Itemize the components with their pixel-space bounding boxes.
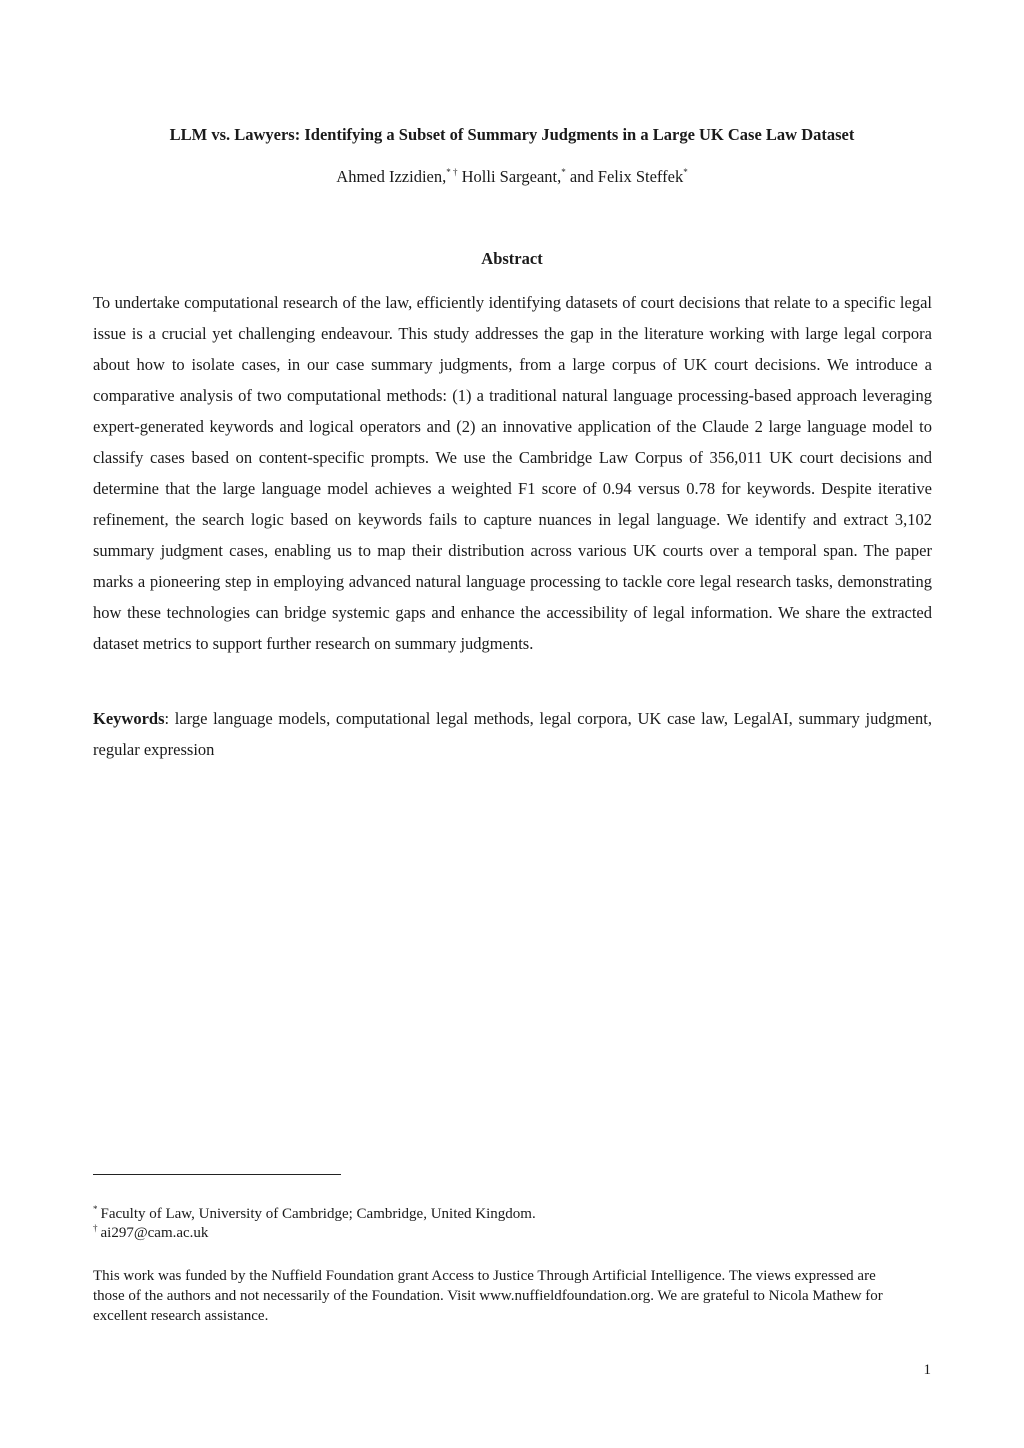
keywords-label: Keywords	[93, 709, 165, 728]
footnote-email	[93, 1223, 932, 1243]
footnote-affiliation	[93, 1204, 932, 1224]
author-name: Holli Sargeant,	[457, 167, 562, 186]
author-list	[0, 166, 1024, 188]
author-affiliation-mark: *	[683, 167, 688, 177]
abstract-heading: Abstract	[481, 249, 543, 268]
author-name: and Felix Steffek	[565, 167, 684, 186]
footnote-text: Faculty of Law, University of Cambridge; Cambridge, United Kingdom.	[100, 1206, 536, 1222]
funding-note: This work was funded by the Nuffield Foundation grant Access to Justice Through Artificial Intelligence. The views expressed are those of the authors and not necessarily of the Foundation. Visit www.nuffieldfoundation.org. We are grateful to Nicola Mathew for excellent research assistance.	[93, 1268, 883, 1324]
author-affiliation-mark: *	[561, 167, 566, 177]
page-number: 1	[923, 1362, 931, 1378]
keywords-text: : large language models, computational legal methods, legal corpora, UK case law, LegalAI, summary judgment, regular expression	[93, 709, 932, 759]
keywords	[93, 703, 932, 765]
author-name: Ahmed Izzidien,	[336, 167, 447, 186]
author-affiliation-mark: * †	[446, 167, 458, 177]
footnote-separator	[93, 1174, 341, 1175]
footnote-text: ai297@cam.ac.uk	[100, 1225, 209, 1241]
footnote-mark: †	[93, 1223, 98, 1233]
paper-title: LLM vs. Lawyers: Identifying a Subset of Summary Judgments in a Large UK Case Law Dataset	[169, 125, 855, 144]
abstract-text: To undertake computational research of the law, efficiently identifying datasets of court decisions that relate to a specific legal issue is a crucial yet challenging endeavour. This study addresses the gap in the literature working with large legal corpora about how to isolate cases, in our case summary judgments, from a large corpus of UK court decisions. We introduce a comparative analysis of two computational methods: (1) a traditional natural language processing-based approach leveraging expert-generated keywords and logical operators and (2) an innovative application of the Claude 2 large language model to classify cases based on content-specific prompts. We use the Cambridge Law Corpus of 356,011 UK court decisions and determine that the large language model achieves a weighted F1 score of 0.94 versus 0.78 for keywords. Despite iterative refinement, the search logic based on keywords fails to capture nuances in legal language. We identify and extract 3,102 summary judgment cases, enabling us to map their distribution across various UK courts over a temporal span. The paper marks a pioneering step in employing advanced natural language processing to tackle core legal research tasks, demonstrating how these technologies can bridge systemic gaps and enhance the accessibility of legal information. We share the extracted dataset metrics to support further research on summary judgments.	[93, 293, 932, 653]
footnote-mark: *	[93, 1204, 98, 1214]
